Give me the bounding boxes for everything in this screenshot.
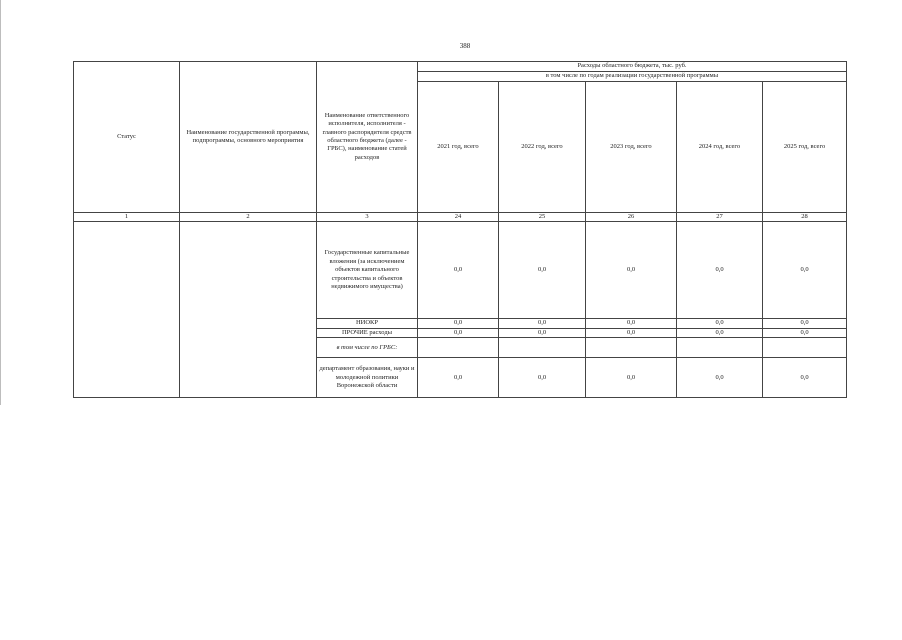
- column-number: 26: [586, 213, 677, 222]
- value-cell: 0,0: [763, 319, 847, 328]
- value-cell: 0,0: [763, 222, 847, 319]
- expenses-group-header: Расходы областного бюджета, тыс. руб.: [418, 62, 847, 72]
- value-cell: 0,0: [763, 328, 847, 337]
- value-cell: 0,0: [418, 319, 499, 328]
- column-number: 27: [677, 213, 763, 222]
- years-group-header: в том числе по годам реализации государственной программы: [418, 72, 847, 82]
- value-cell: [586, 338, 677, 358]
- status-header: Статус: [74, 62, 180, 213]
- value-cell: 0,0: [586, 358, 677, 398]
- page-number: 388: [459, 42, 471, 50]
- year-header: 2021 год, всего: [418, 82, 499, 213]
- row-name: в том числе по ГРБС:: [317, 338, 418, 358]
- status-cell: [74, 222, 180, 398]
- value-cell: [418, 338, 499, 358]
- scan-edge-line: [0, 0, 1, 405]
- value-cell: 0,0: [418, 222, 499, 319]
- value-cell: 0,0: [418, 328, 499, 337]
- year-header: 2025 год, всего: [763, 82, 847, 213]
- table-row: [74, 222, 847, 319]
- column-number: 3: [317, 213, 418, 222]
- value-cell: 0,0: [677, 222, 763, 319]
- row-name: НИОКР: [317, 319, 418, 328]
- column-number: 1: [74, 213, 180, 222]
- program-name-header: Наименование государственной программы, подпрограммы, основного мероприятия: [180, 62, 317, 213]
- value-cell: [499, 338, 586, 358]
- value-cell: 0,0: [499, 319, 586, 328]
- column-number: 24: [418, 213, 499, 222]
- value-cell: 0,0: [586, 222, 677, 319]
- value-cell: [763, 338, 847, 358]
- budget-table: [73, 61, 847, 398]
- value-cell: 0,0: [418, 358, 499, 398]
- value-cell: 0,0: [677, 319, 763, 328]
- value-cell: [677, 338, 763, 358]
- column-number: 2: [180, 213, 317, 222]
- year-header: 2024 год, всего: [677, 82, 763, 213]
- value-cell: 0,0: [677, 328, 763, 337]
- column-number: 28: [763, 213, 847, 222]
- value-cell: 0,0: [499, 222, 586, 319]
- row-name: ПРОЧИЕ расходы: [317, 328, 418, 337]
- value-cell: 0,0: [763, 358, 847, 398]
- program-name-cell: [180, 222, 317, 398]
- year-header: 2022 год, всего: [499, 82, 586, 213]
- executor-header: Наименование ответственного исполнителя, исполнителя - главного распорядителя средств областного бюджета (далее - ГРБС), наименование статей расходов: [317, 62, 418, 213]
- value-cell: 0,0: [499, 358, 586, 398]
- value-cell: 0,0: [499, 328, 586, 337]
- year-header: 2023 год, всего: [586, 82, 677, 213]
- value-cell: 0,0: [677, 358, 763, 398]
- value-cell: 0,0: [586, 319, 677, 328]
- header-row: [74, 62, 847, 72]
- value-cell: 0,0: [586, 328, 677, 337]
- column-number-row: [74, 213, 847, 222]
- row-name: департамент образования, науки и молодежной политики Воронежской области: [317, 358, 418, 398]
- column-number: 25: [499, 213, 586, 222]
- row-name: Государственные капитальные вложения (за исключением объектов капитального строительства и объектов недвижимого имущества): [317, 222, 418, 319]
